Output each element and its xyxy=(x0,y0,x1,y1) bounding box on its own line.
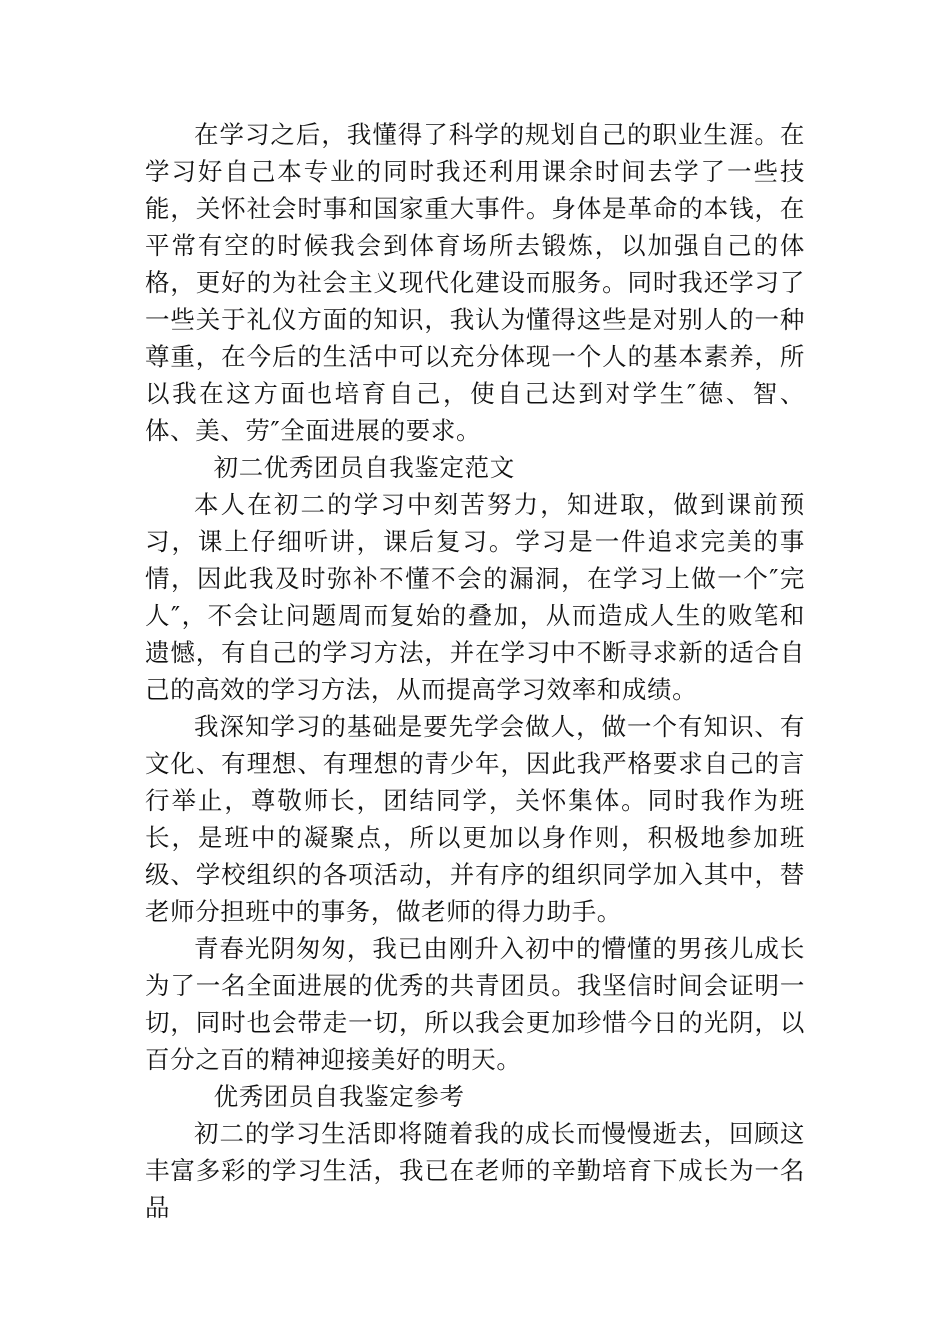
paragraph-career-planning: 在学习之后，我懂得了科学的规划自己的职业生涯。在学习好自己本专业的同时我还利用课余时间去学了一些技能，关怀社会时事和国家重大事件。身体是革命的本钱，在平常有空的时候我会到体育场所去锻炼，以加强自己的体格，更好的为社会主义现代化建设而服务。同时我还学习了一些关于礼仪方面的知识，我认为懂得这些是对别人的一种尊重，在今后的生活中可以充分体现一个人的基本素养，所以我在这方面也培育自己，使自己达到对学生″德、智、体、美、劳″全面进展的要求。 xyxy=(145,120,805,445)
document-body xyxy=(145,116,805,1226)
paragraph-character: 我深知学习的基础是要先学会做人，做一个有知识、有文化、有理想、有理想的青少年，因此我严格要求自己的言行举止，尊敬师长，团结同学，关怀集体。同时我作为班长，是班中的凝聚点，所以更加以身作则，积极地参加班级、学校组织的各项活动，并有序的组织同学加入其中，替老师分担班中的事务，做老师的得力助手。 xyxy=(145,712,805,926)
paragraph-youth: 青春光阴匆匆，我已由刚升入初中的懵懂的男孩儿成长为了一名全面进展的优秀的共青团员。我坚信时间会证明一切，同时也会带走一切，所以我会更加珍惜今日的光阴，以百分之百的精神迎接美好的明天。 xyxy=(145,934,805,1074)
paragraph-review: 初二的学习生活即将随着我的成长而慢慢逝去，回顾这丰富多彩的学习生活，我已在老师的辛勤培育下成长为一名品 xyxy=(145,1119,805,1222)
paragraph-study-habits: 本人在初二的学习中刻苦努力，知进取，做到课前预习，课上仔细听讲，课后复习。学习是一件追求完美的事情，因此我及时弥补不懂不会的漏洞，在学习上做一个″完人″，不会让问题周而复始的叠加，从而造成人生的败笔和遗憾，有自己的学习方法，并在学习中不断寻求新的适合自己的高效的学习方法，从而提高学习效率和成绩。 xyxy=(145,490,805,704)
section-heading-grade-two-sample: 初二优秀团员自我鉴定范文 xyxy=(213,453,515,482)
section-heading-reference: 优秀团员自我鉴定参考 xyxy=(213,1082,465,1111)
